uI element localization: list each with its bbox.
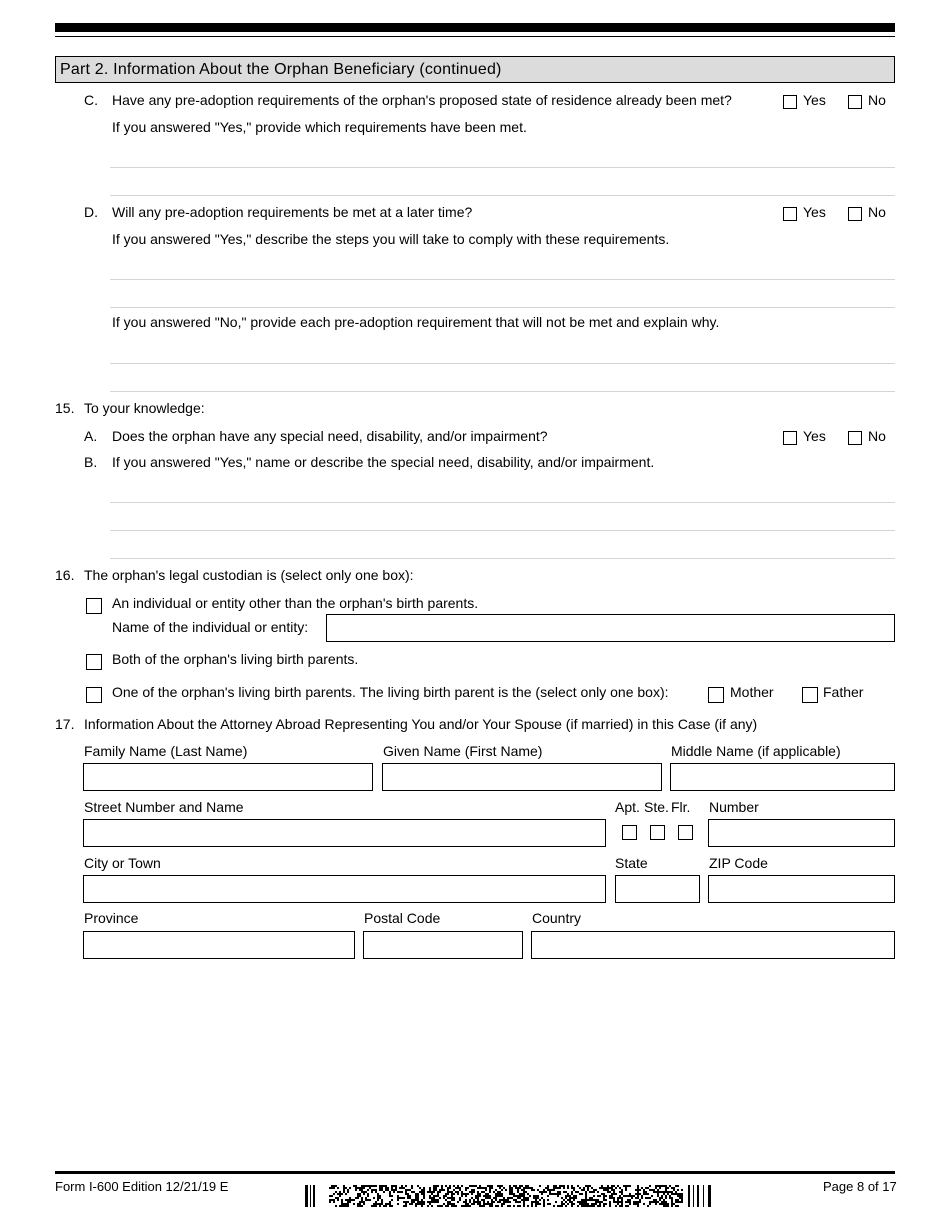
zip-input[interactable]	[708, 875, 895, 903]
q16-mother-checkbox[interactable]	[708, 687, 724, 703]
postal-label: Postal Code	[364, 910, 441, 926]
q15-intro: To your knowledge:	[84, 400, 205, 416]
q14c-yes-checkbox[interactable]	[783, 95, 797, 109]
q16-mother-label: Mother	[730, 684, 774, 700]
flr-label: Flr.	[671, 799, 691, 815]
q15a-yes-checkbox[interactable]	[783, 431, 797, 445]
number-label: Number	[709, 799, 759, 815]
top-rule-thick	[55, 23, 895, 32]
province-label: Province	[84, 910, 139, 926]
state-label: State	[615, 855, 648, 871]
q15a-no-checkbox[interactable]	[848, 431, 862, 445]
form-id: Form I-600 Edition 12/21/19 E	[55, 1179, 229, 1194]
q15b-answer-line-3[interactable]	[110, 558, 895, 559]
footer-rule	[55, 1171, 895, 1174]
q16-father-checkbox[interactable]	[802, 687, 818, 703]
postal-input[interactable]	[363, 931, 523, 959]
q16-intro: The orphan's legal custodian is (select only one box):	[84, 567, 414, 583]
city-label: City or Town	[84, 855, 161, 871]
q16-father-label: Father	[823, 684, 864, 700]
q14c-answer-line-2[interactable]	[110, 195, 895, 196]
q14d-yes-checkbox[interactable]	[783, 207, 797, 221]
q14c-yes-label: Yes	[803, 92, 826, 108]
q14c-label: C.	[84, 92, 98, 108]
q14c-question: Have any pre-adoption requirements of the orphan's proposed state of residence already been met?	[112, 92, 732, 108]
q16-one-parent-checkbox[interactable]	[86, 687, 102, 703]
middle-name-label: Middle Name (if applicable)	[671, 743, 841, 759]
q14d-label: D.	[84, 204, 98, 220]
q16-number: 16.	[55, 567, 75, 583]
country-input[interactable]	[531, 931, 895, 959]
q16-other-entity-checkbox[interactable]	[86, 598, 102, 614]
family-name-label: Family Name (Last Name)	[84, 743, 248, 759]
q14d-followup-yes: If you answered "Yes," describe the steps you will take to comply with these requirements.	[112, 231, 670, 247]
middle-name-input[interactable]	[670, 763, 895, 791]
q14d-no-answer-line-2[interactable]	[110, 391, 895, 392]
part-header	[55, 56, 895, 83]
q16-entity-name-input[interactable]	[326, 614, 895, 642]
q15b-answer-line-1[interactable]	[110, 502, 895, 503]
zip-label: ZIP Code	[709, 855, 768, 871]
q16-one-parent-label: One of the orphan's living birth parents. The living birth parent is the (select only one box):	[112, 684, 669, 700]
q14d-yes-label: Yes	[803, 204, 826, 220]
q14d-yes-answer-line-2[interactable]	[110, 307, 895, 308]
q17-number: 17.	[55, 716, 75, 732]
q14c-no-checkbox[interactable]	[848, 95, 862, 109]
q14d-no-answer-line-1[interactable]	[110, 363, 895, 364]
q15b-answer-line-2[interactable]	[110, 530, 895, 531]
q15-number: 15.	[55, 400, 75, 416]
apt-number-input[interactable]	[708, 819, 895, 847]
page-number: Page 8 of 17	[823, 1179, 897, 1194]
flr-checkbox[interactable]	[678, 825, 693, 840]
q15b-label: B.	[84, 454, 98, 470]
q14d-yes-answer-line-1[interactable]	[110, 279, 895, 280]
given-name-label: Given Name (First Name)	[383, 743, 543, 759]
part-title: Part 2. Information About the Orphan Beneficiary (continued)	[60, 61, 502, 78]
country-label: Country	[532, 910, 582, 926]
state-select[interactable]	[615, 875, 700, 903]
q14c-no-label: No	[868, 92, 886, 108]
q14d-followup-no: If you answered "No," provide each pre-adoption requirement that will not be met and explain why.	[112, 314, 720, 330]
street-label: Street Number and Name	[84, 799, 244, 815]
top-rule-thin	[55, 36, 895, 37]
q16-both-parents-checkbox[interactable]	[86, 654, 102, 670]
q14c-answer-line-1[interactable]	[110, 167, 895, 168]
barcode-icon	[305, 1185, 713, 1207]
q15a-no-label: No	[868, 428, 886, 444]
q15a-yes-label: Yes	[803, 428, 826, 444]
given-name-input[interactable]	[382, 763, 662, 791]
q16-both-parents-label: Both of the orphan's living birth parents.	[112, 651, 359, 667]
q15a-label: A.	[84, 428, 98, 444]
ste-checkbox[interactable]	[650, 825, 665, 840]
ste-label: Ste.	[644, 799, 669, 815]
apt-label: Apt.	[615, 799, 640, 815]
q16-other-entity-label: An individual or entity other than the orphan's birth parents.	[112, 595, 479, 611]
family-name-input[interactable]	[83, 763, 373, 791]
q16-entity-name-label: Name of the individual or entity:	[112, 619, 309, 635]
q15b-question: If you answered "Yes," name or describe the special need, disability, and/or impairment.	[112, 454, 655, 470]
q14c-followup: If you answered "Yes," provide which requirements have been met.	[112, 119, 527, 135]
street-input[interactable]	[83, 819, 606, 847]
province-input[interactable]	[83, 931, 355, 959]
q15a-question: Does the orphan have any special need, disability, and/or impairment?	[112, 428, 548, 444]
apt-checkbox[interactable]	[622, 825, 637, 840]
q17-title: Information About the Attorney Abroad Representing You and/or Your Spouse (if married) in this Case (if any)	[84, 716, 758, 732]
city-input[interactable]	[83, 875, 606, 903]
q14d-question: Will any pre-adoption requirements be met at a later time?	[112, 204, 473, 220]
q14d-no-label: No	[868, 204, 886, 220]
q14d-no-checkbox[interactable]	[848, 207, 862, 221]
